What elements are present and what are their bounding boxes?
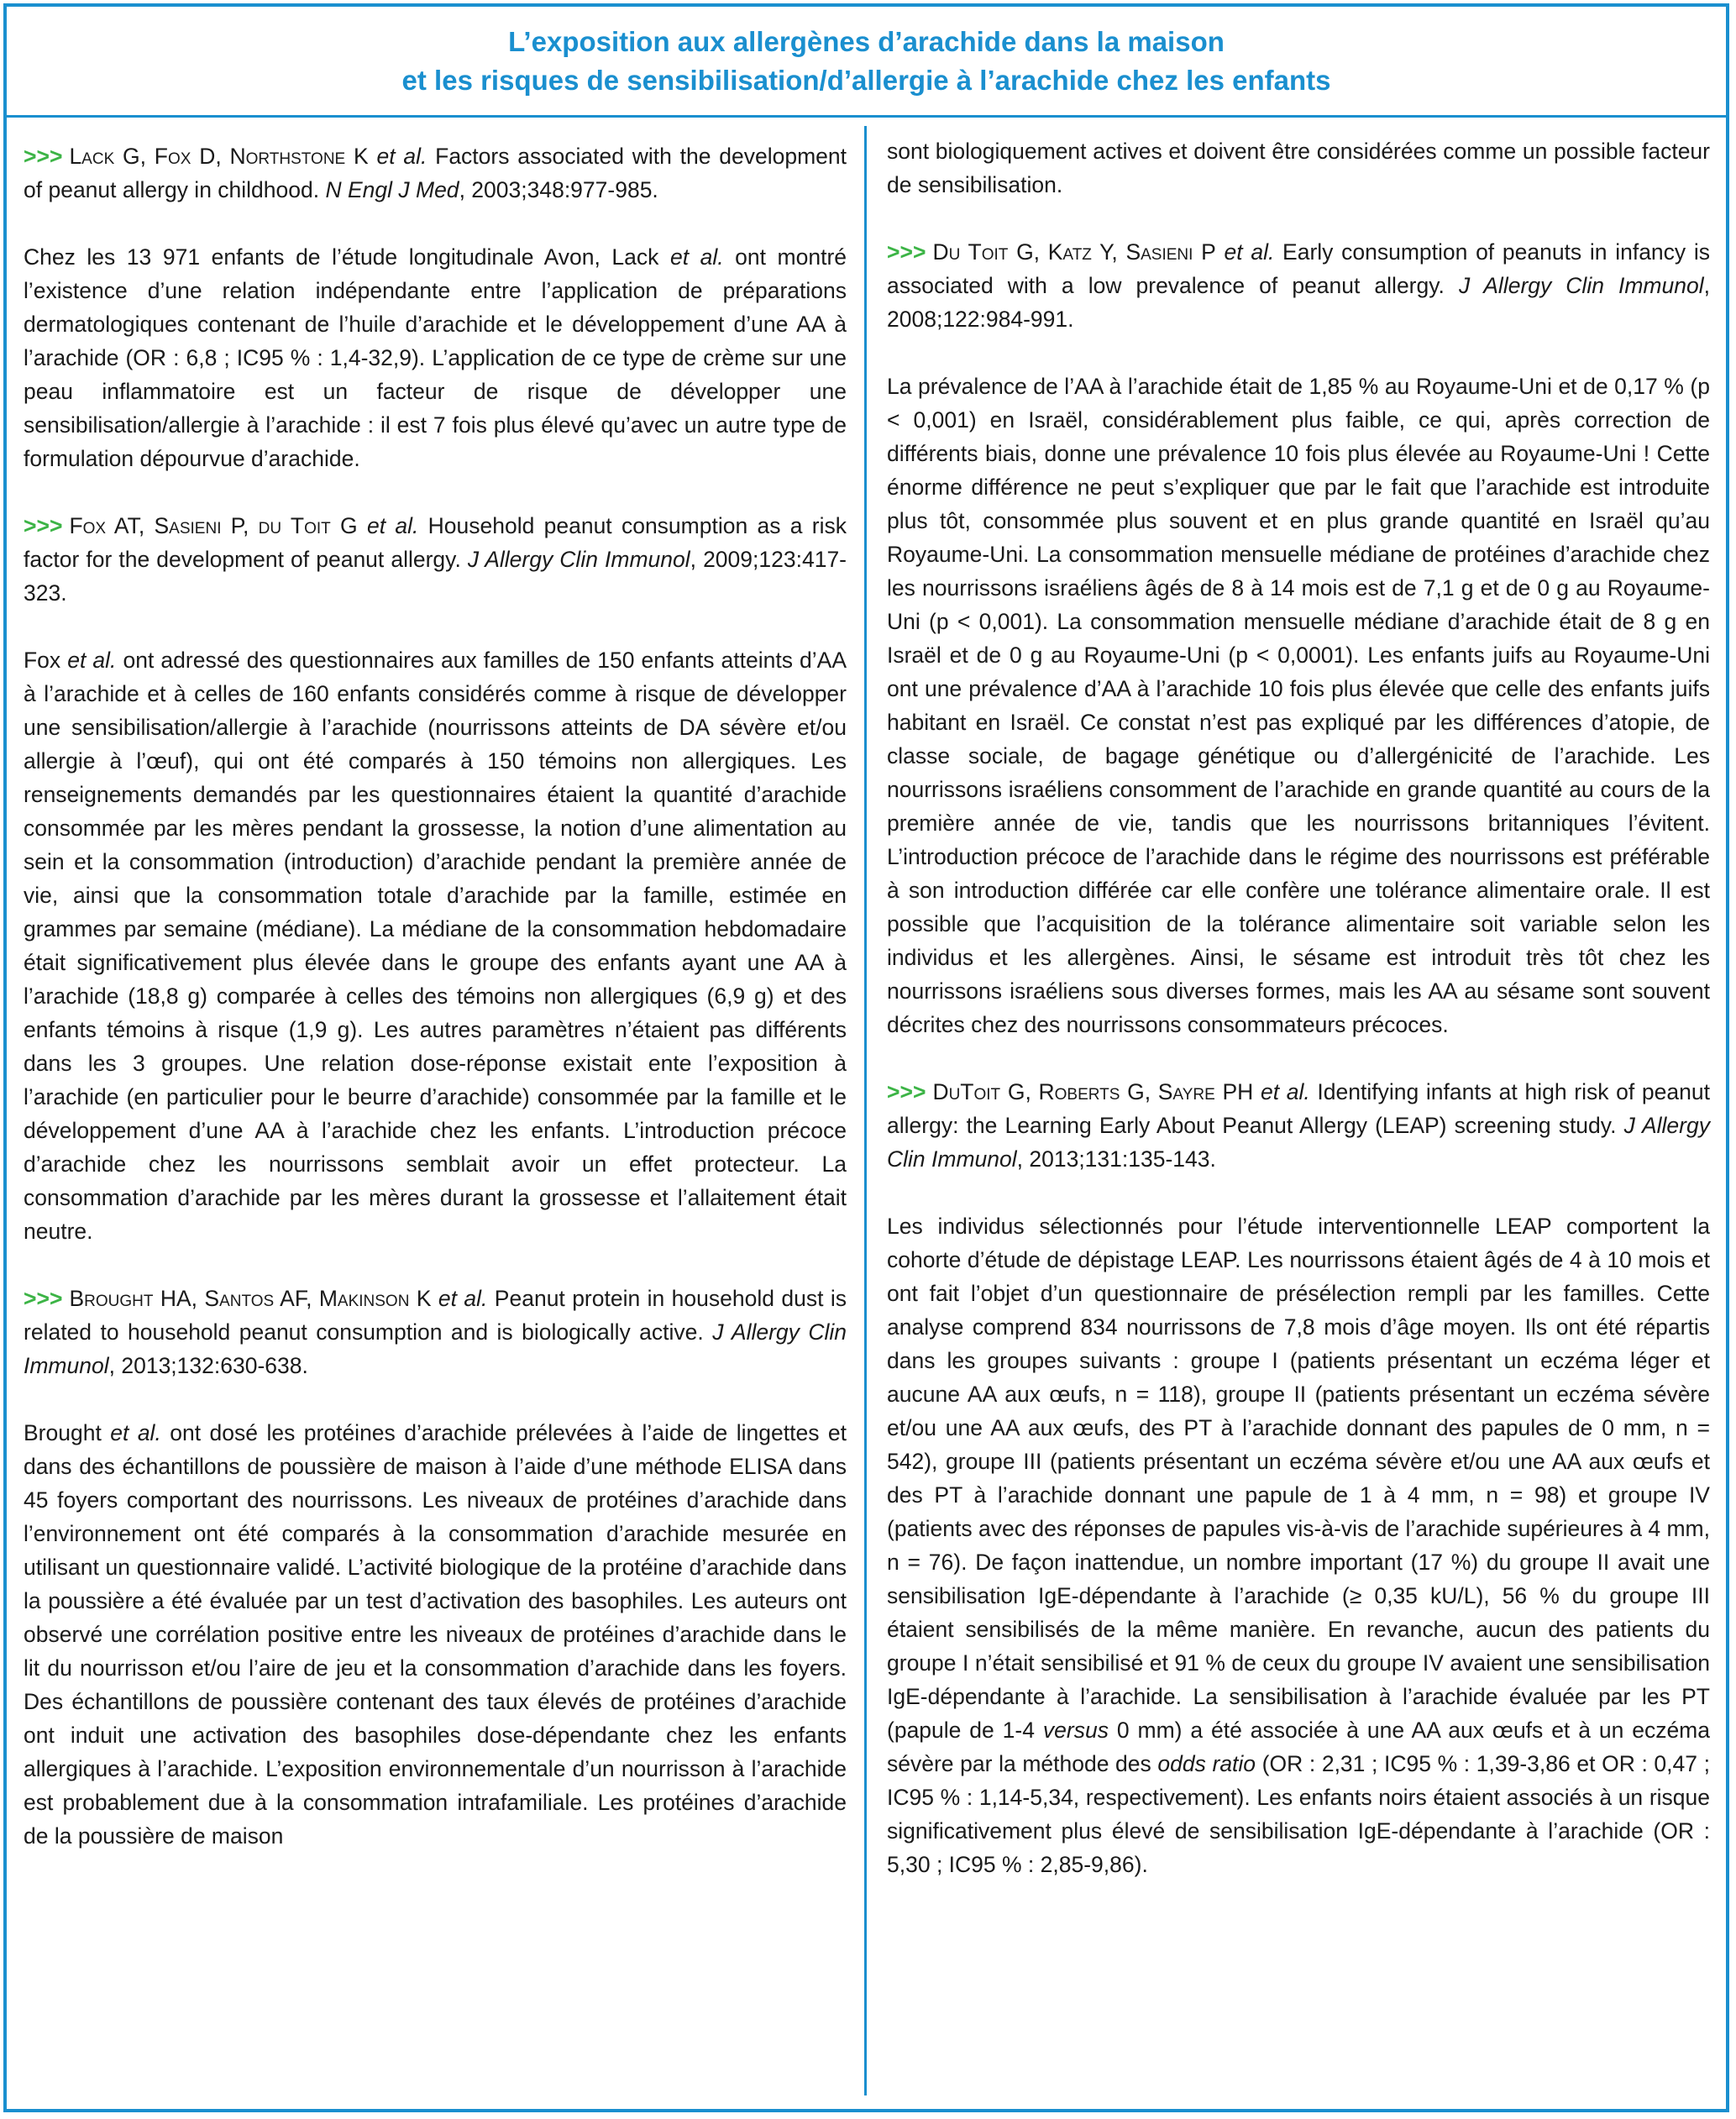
- ref-marker: >>>: [887, 1079, 926, 1104]
- ref-title: Household peanut consumption as a risk factor for the development of peanut allergy.: [24, 513, 847, 572]
- ref-citation: , 2009;123:417-323.: [24, 547, 847, 606]
- ref-etal: et al.: [376, 144, 427, 169]
- text-run-italic: et al.: [67, 648, 117, 673]
- reference-dutoit-2013: [887, 1075, 1710, 1176]
- ref-title: Identifying infants at high risk of peanut allergy: the Learning Early About Peanut Allergy (LEAP) screening study.: [887, 1079, 1710, 1138]
- ref-title: Peanut protein in household dust is related to household peanut consumption and is biologically active.: [24, 1286, 847, 1345]
- ref-citation: , 2003;348:977-985.: [459, 177, 658, 202]
- ref-etal: et al.: [1260, 1079, 1310, 1104]
- ref-authors: DuToit G, Roberts G, Sayre PH: [932, 1079, 1254, 1104]
- ref-citation: , 2013;131:135-143.: [1016, 1146, 1216, 1172]
- ref-marker: >>>: [887, 239, 926, 265]
- text-run-italic: versus: [1042, 1718, 1109, 1743]
- text-run-italic: odds ratio: [1157, 1751, 1256, 1776]
- text-run: Les individus sélectionnés pour l’étude interventionnelle LEAP comportent la cohorte d’étude de dépistage LEAP. Les nourrissons étaient âgés de 4 à 10 mois et ont fait l’objet d’un questionnaire de présélection rempli par les familles. Cette analyse comprend 834 nourrissons de 7,8 mois d’âge moyen. Ils ont été répartis dans les groupes suivants : groupe I (patients présentant un eczéma léger et aucune AA aux œufs, n = 118), groupe II (patients présentant un eczéma sévère et/ou une AA aux œufs, des PT à l’arachide donnant des papules de 0 mm, n = 542), groupe III (patients présentant un eczéma sévère et/ou une AA aux œufs et des PT à l’arachide donnant une papule de 1 à 4 mm, n = 98) et groupe IV (patients avec des réponses de papules vis-à-vis de l’arachide supérieures à 4 mm, n = 76). De façon inattendue, un nombre important (17 %) du groupe II avait une sensibilisation IgE-dépendante à l’arachide (≥ 0,35 kU/L), 56 % du groupe III étaient sensibilisés de la même manière. En revanche, aucun des patients du groupe I n’était sensibilisé et 91 % de ceux du groupe IV avaient une sensibilisation IgE-dépendante à l’arachide. La sensibilisation à l’arachide évaluée par les PT (papule de 1-4: [887, 1214, 1710, 1743]
- ref-marker: >>>: [24, 513, 63, 538]
- text-run-italic: et al.: [110, 1420, 161, 1445]
- text-run: 0 mm) a été associée à une AA aux œufs et à un eczéma sévère par la méthode des: [887, 1718, 1710, 1776]
- reference-fox: [24, 509, 847, 610]
- column-divider: [864, 126, 867, 2095]
- ref-authors: Brought HA, Santos AF, Makinson K: [69, 1286, 432, 1311]
- text-run: Fox: [24, 648, 68, 673]
- ref-title: Early consumption of peanuts in infancy is associated with a low prevalence of peanut allergy.: [887, 239, 1711, 298]
- text-run: Brought: [24, 1420, 111, 1445]
- ref-journal: J Allergy Clin Immunol: [887, 1113, 1710, 1172]
- ref-marker: >>>: [24, 144, 63, 169]
- ref-authors: Du Toit G, Katz Y, Sasieni P: [932, 239, 1216, 265]
- ref-etal: et al.: [1224, 239, 1275, 265]
- reference-brought: [24, 1282, 847, 1382]
- ref-citation: , 2008;122:984-991.: [887, 273, 1710, 332]
- ref-journal: J Allergy Clin Immunol: [1458, 273, 1704, 298]
- ref-etal: et al.: [438, 1286, 488, 1311]
- title-line-1: L’exposition aux allergènes d’arachide dans la maison: [508, 25, 1225, 57]
- summary-paragraph: [24, 1416, 847, 1853]
- ref-citation: , 2013;132:630-638.: [108, 1353, 308, 1378]
- ref-authors: Fox AT, Sasieni P, du Toit G: [69, 513, 358, 538]
- summary-paragraph: [887, 1209, 1710, 1881]
- page-title: [7, 7, 1726, 118]
- ref-authors: Lack G, Fox D, Northstone K: [69, 144, 369, 169]
- ref-journal: J Allergy Clin Immunol: [467, 547, 690, 572]
- text-run: ont dosé les protéines d’arachide prélevées à l’aide de lingettes et dans des échantillons de poussière de maison à l’aide d’une méthode ELISA dans 45 foyers comportant des nourrissons. Les niveaux de protéines d’arachide dans l’environnement ont été comparés à la consommation d’arachide mesurée en utilisant un questionnaire validé. L’activité biologique de la protéine d’arachide dans la poussière a été évaluée par un test d’activation des basophiles. Les auteurs ont observé une corrélation positive entre les niveaux de protéines d’arachide dans le lit du nourrisson et/ou l’aire de jeu et la consommation d’arachide dans les foyers. Des échantillons de poussière contenant des taux élevés de protéines d’arachide ont induit une activation des basophiles dose-dépendante chez les enfants allergiques à l’arachide. L’exposition environnementale d’un nourrisson à l’arachide est probablement due à la consommation intrafamiliale. Les protéines d’arachide de la poussière de maison: [24, 1420, 847, 1849]
- summary-paragraph: [24, 643, 847, 1248]
- reference-du-toit-2008: [887, 235, 1710, 336]
- ref-marker: >>>: [24, 1286, 63, 1311]
- left-column: [24, 139, 847, 1886]
- ref-journal: J Allergy Clin Immunol: [24, 1319, 847, 1378]
- text-run: Chez les 13 971 enfants de l’étude longitudinale Avon, Lack: [24, 244, 670, 270]
- right-column: [887, 134, 1710, 1915]
- reference-lack: [24, 139, 847, 207]
- text-run: ont adressé des questionnaires aux familles de 150 enfants atteints d’AA à l’arachide et à celles de 160 enfants considérés comme à risque de développer une sensibilisation/allergie à l’arachide (nourrissons atteints de DA sévère et/ou allergie à l’œuf), qui ont été comparés à 150 témoins non allergiques. Les renseignements demandés par les questionnaires étaient la quantité d’arachide consommée par les mères pendant la grossesse, la notion d’une alimentation au sein et la consommation (introduction) d’arachide pendant la première année de vie, ainsi que la consommation totale d’arachide par la famille, estimée en grammes par semaine (médiane). La médiane de la consommation hebdomadaire était significativement plus élevée dans le groupe des enfants ayant une AA à l’arachide (18,8 g) comparée à celles des témoins non allergiques (6,9 g) et des enfants témoins à risque (1,9 g). Les autres paramètres n’étaient pas différents dans les 3 groupes. Une relation dose-réponse existait ente l’exposition à l’arachide (en particulier pour le beurre d’arachide) consommée par la famille et le développement d’une AA à l’arachide chez les enfants. L’introduction précoce d’arachide chez les nourrissons semblait avoir un effet protecteur. La consommation d’arachide par les mères durant la grossesse et l’allaitement était neutre.: [24, 648, 847, 1244]
- text-run: (OR : 2,31 ; IC95 % : 1,39-3,86 et OR : 0,47 ; IC95 % : 1,14-5,34, respectivement). Les enfants noirs étaient associés à un risque significativement plus élevé de sensibilisation IgE-dépendante à l’arachide (OR : 5,30 ; IC95 % : 2,85-9,86).: [887, 1751, 1710, 1877]
- ref-etal: et al.: [366, 513, 419, 538]
- summary-paragraph-continued: sont biologiquement actives et doivent être considérées comme un possible facteur de sensibilisation.: [887, 139, 1710, 197]
- ref-journal: N Engl J Med: [325, 177, 459, 202]
- title-line-2: et les risques de sensibilisation/d’allergie à l’arachide chez les enfants: [401, 64, 1331, 96]
- text-run-italic: et al.: [669, 244, 724, 270]
- summary-paragraph: La prévalence de l’AA à l’arachide était de 1,85 % au Royaume-Uni et de 0,17 % (p < 0,001) en Israël, considérablement plus faible, ce qui, après correction de différents biais, donne une prévalence 10 fois plus élevée au Royaume-Uni ! Cette énorme différence ne peut s’expliquer que par le fait que l’arachide est introduite plus tôt, consommée plus souvent et en plus grande quantité en Israël qu’au Royaume-Uni. La consommation mensuelle médiane de protéines d’arachide chez les nourrissons israéliens âgés de 8 à 14 mois est de 7,1 g et de 0 g au Royaume-Uni (p < 0,001). La consommation mensuelle médiane d’arachide était de 8 g en Israël et de 0 g au Royaume-Uni (p < 0,0001). Les enfants juifs au Royaume-Uni ont une prévalence d’AA à l’arachide 10 fois plus élevée que celle des enfants juifs habitant en Israël. Ce constat n’est pas expliqué par les différences d’atopie, de classe sociale, de bagage génétique ou d’allergénicité de l’arachide. Les nourrissons israéliens consomment de l’arachide en grande quantité au cours de la première année de vie, tandis que les nourrissons britanniques l’évitent. L’introduction précoce de l’arachide dans le régime des nourrissons est préférable à son introduction différée car elle confère une tolérance alimentaire orale. Il est possible que l’acquisition de la tolérance alimentaire soit variable selon les individus et les allergènes. Ainsi, le sésame est introduit très tôt chez les nourrissons israéliens sous diverses formes, mais les AA au sésame sont souvent décrites chez des nourrissons consommateurs précoces.: [887, 374, 1710, 1037]
- text-run: ont montré l’existence d’une relation indépendante entre l’application de préparations dermatologiques contenant de l’huile d’arachide et le développement d’une AA à l’arachide (OR : 6,8 ; IC95 % : 1,4-32,9). L’application de ce type de crème sur une peau inflammatoire est un facteur de risque de développer une sensibilisation/allergie à l’arachide : il est 7 fois plus élevé qu’avec un autre type de formulation dépourvue d’arachide.: [24, 244, 847, 471]
- summary-paragraph: [24, 240, 847, 475]
- ref-title: Factors associated with the development of peanut allergy in childhood.: [24, 144, 847, 202]
